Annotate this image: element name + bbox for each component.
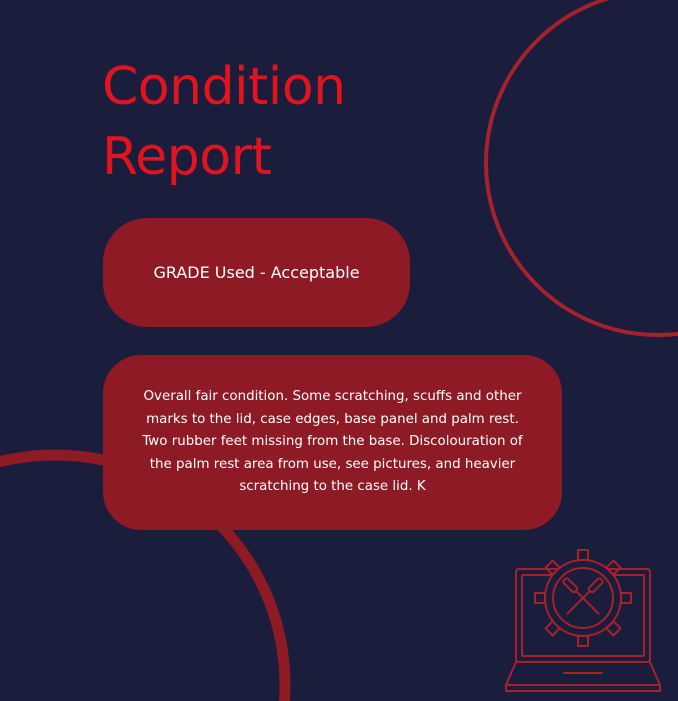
condition-description: Overall fair condition. Some scratching, scuffs and other marks to the lid, case edges, base panel and palm rest. Two rubber feet missing from the base. Discolouration of the palm rest area from use, see pictures, and heavier scratching to the case lid. K: [142, 389, 523, 495]
condition-description-box: [103, 355, 562, 530]
grade-badge: [103, 218, 410, 327]
laptop-repair-icon: [502, 545, 662, 700]
grade-label: GRADE Used - Acceptable: [153, 263, 360, 282]
title-line-1: Condition: [102, 57, 346, 117]
top-right-arc: [486, 0, 678, 335]
title-line-2: Report: [102, 127, 272, 187]
page-title: [102, 52, 346, 192]
